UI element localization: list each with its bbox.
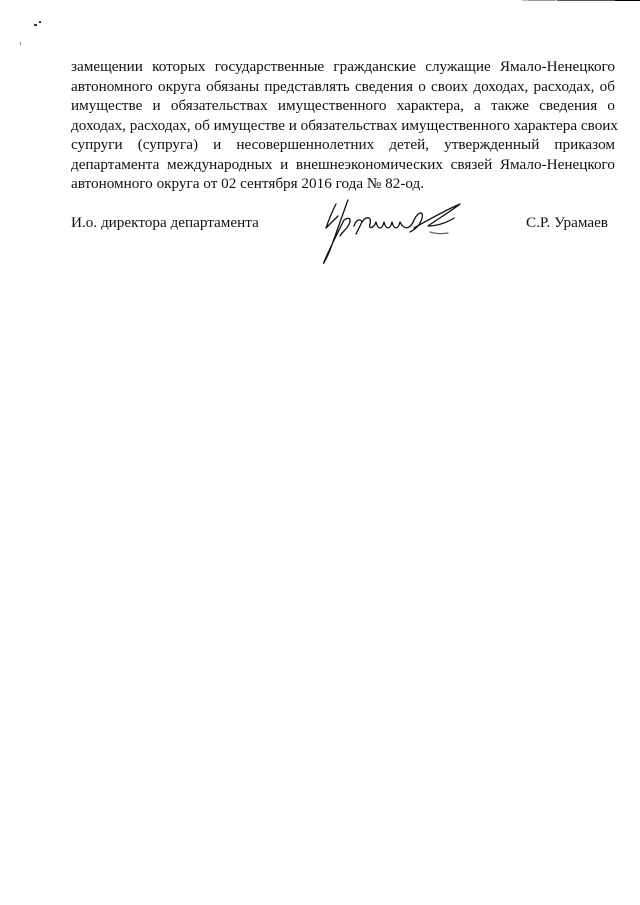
paragraph-line: департамента международных и внешнеэкономических связей Ямало-Ненецкого [71, 155, 615, 173]
handwritten-signature [318, 196, 464, 268]
signer-position-title: И.о. директора департамента [71, 214, 259, 231]
paragraph-line: замещении которых государственные гражданские служащие Ямало-Ненецкого [71, 58, 615, 75]
paragraph-line: имуществе и обязательствах имущественного характера, а также сведения о [71, 97, 615, 114]
document-paragraph [71, 57, 619, 194]
signer-name: С.Р. Урамаев [526, 214, 608, 231]
paragraph-line: автономного округа обязаны представлять сведения о своих доходах, расходах, об [71, 77, 615, 95]
paragraph-line: доходах, расходах, об имуществе и обязательствах имущественного характера своих [71, 116, 619, 134]
paragraph-line: супруги (супруга) и несовершеннолетних детей, утвержденный приказом [71, 136, 615, 153]
paragraph-line: автономного округа от 02 сентября 2016 года № 82-од. [71, 175, 425, 192]
